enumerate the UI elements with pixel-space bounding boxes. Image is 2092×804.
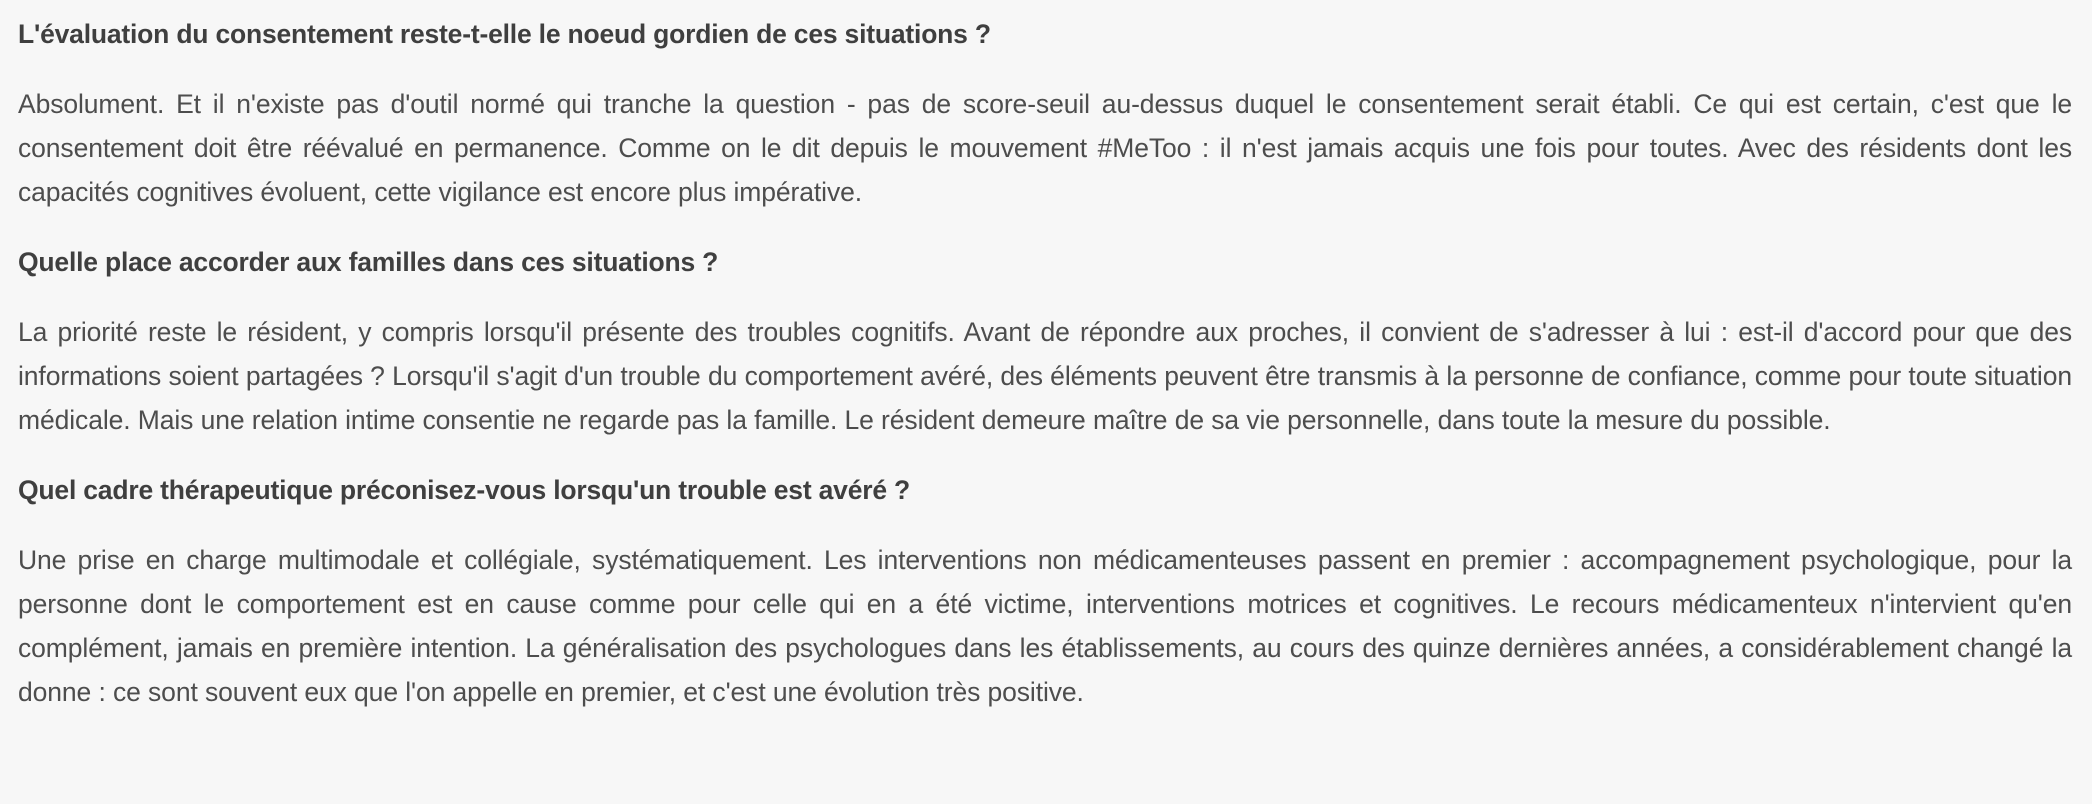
answer-paragraph: Absolument. Et il n'existe pas d'outil normé qui tranche la question - pas de score-seuil au-dessus duquel le consentement serait établi. Ce qui est certain, c'est que le consentement doit être réévalué en permanence. Comme on le dit depuis le mouvement #MeToo : il n'est jamais acquis une fois pour toutes. Avec des résidents dont les capacités cognitives évoluent, cette vigilance est encore plus impérative. [18, 89, 2072, 207]
question-heading: L'évaluation du consentement reste-t-elle le noeud gordien de ces situations ? [18, 19, 991, 49]
question-heading: Quelle place accorder aux familles dans ces situations ? [18, 247, 719, 277]
question-heading: Quel cadre thérapeutique préconisez-vous lorsqu'un trouble est avéré ? [18, 475, 911, 505]
answer-paragraph: La priorité reste le résident, y compris lorsqu'il présente des troubles cognitifs. Avant de répondre aux proches, il convient de s'adresser à lui : est-il d'accord pour que des informations soient partagées ? Lorsqu'il s'agit d'un trouble du comportement avéré, des éléments peuvent être transmis à la personne de confiance, comme pour toute situation médicale. Mais une relation intime consentie ne regarde pas la famille. Le résident demeure maître de sa vie personnelle, dans toute la mesure du possible. [18, 317, 2072, 435]
article-body [18, 12, 2072, 714]
answer-paragraph: Une prise en charge multimodale et collégiale, systématiquement. Les interventions non médicamenteuses passent en premier : accompagnement psychologique, pour la personne dont le comportement est en cause comme pour celle qui en a été victime, interventions motrices et cognitives. Le recours médicamenteux n'intervient qu'en complément, jamais en première intention. La généralisation des psychologues dans les établissements, au cours des quinze dernières années, a considérablement changé la donne : ce sont souvent eux que l'on appelle en premier, et c'est une évolution très positive. [18, 545, 2072, 707]
